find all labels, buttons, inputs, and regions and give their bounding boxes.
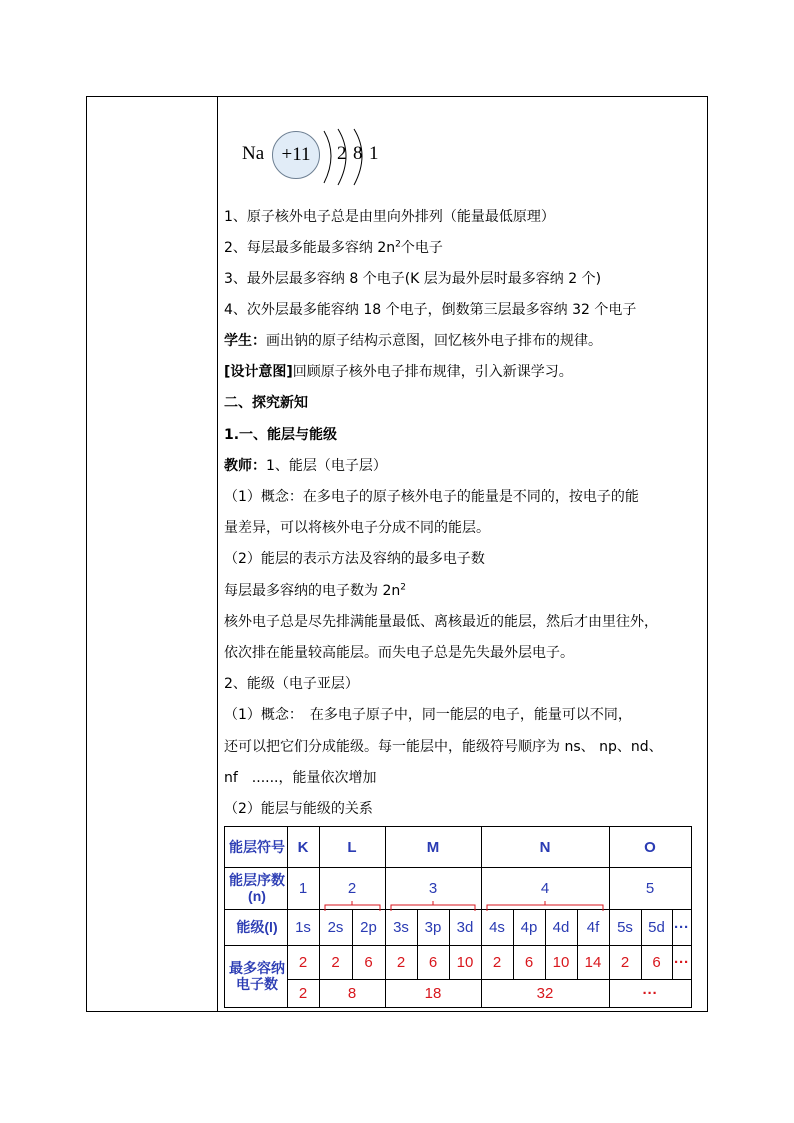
sublevel-cell: 3p [424, 918, 442, 936]
sublevel-cell: 3d [456, 918, 474, 936]
sodium-atom-diagram [242, 129, 402, 191]
shell-symbol-o: O [644, 838, 656, 856]
sublevel-cell: 4s [489, 918, 505, 936]
max-sublevel-cell: 6 [428, 953, 438, 971]
max-shell-cell: ··· [642, 984, 658, 1002]
shell-number: 3 [428, 879, 438, 897]
sublevel-cell: 2s [327, 918, 344, 936]
relation-line: （2）能层与能级的关系 [224, 801, 373, 817]
lesson-table [86, 96, 708, 1012]
section-heading: 二、探究新知 [224, 395, 308, 411]
shell-sublevel-table [224, 826, 692, 1008]
student-task: 学生：画出钠的原子结构示意图，回忆核外电子排布的规律。 [224, 333, 602, 349]
rule-2: 2、每层最多能最多容纳 $2n^2$个电子 [224, 239, 443, 256]
sublevel-cell: 4p [520, 918, 538, 936]
max-sublevel-cell: 6 [364, 953, 373, 971]
order-line1: 核外电子总是尽先排满能量最低、离核最近的能层，然后才由里往外， [224, 614, 658, 630]
level-title: 2、能级（电子亚层） [224, 676, 359, 692]
teacher-line: 教师：1、能层（电子层） [224, 458, 387, 474]
shell-symbol-l: L [347, 838, 357, 856]
shell-1-count: 2 [337, 143, 347, 164]
shell-3-count: 1 [369, 143, 379, 164]
shell-number: 5 [645, 879, 655, 897]
max-sublevel-cell: 6 [652, 953, 661, 971]
max-sublevel-cell: 10 [552, 953, 570, 971]
concept1-line1: （1）概念：在多电子的原子核外电子的能量是不同的，按电子的能 [224, 489, 639, 505]
concept1-line2: 量差异，可以将核外电子分成不同的能层。 [224, 520, 490, 536]
sublevel-cell: 4f [586, 918, 600, 936]
max-sublevel-cell: 2 [492, 953, 502, 971]
element-symbol: Na [242, 143, 265, 164]
sublevel-cell: 4d [552, 918, 570, 936]
max-sublevel-cell: ··· [674, 953, 689, 971]
sublevel-cell: 5d [648, 918, 665, 936]
sublevel-cell: 2p [360, 918, 377, 936]
concept2-line1: （1）概念： 在多电子原子中，同一能层的电子，能量可以不同， [224, 707, 632, 723]
nucleus-charge: +11 [272, 131, 320, 179]
sublevel-cell: ··· [674, 918, 689, 936]
sublevel-cell: 3s [393, 918, 409, 936]
max-sublevel-cell: 2 [298, 953, 308, 971]
sublevel-cell: 1s [295, 918, 311, 936]
header-shell-number: 能层序数(n) [229, 872, 285, 904]
max-shell-cell: 2 [298, 984, 308, 1002]
shell-2-count: 8 [353, 143, 363, 164]
sublevel-cell: 5s [617, 918, 633, 936]
header-max-electrons: 最多容纳电子数 [229, 960, 285, 992]
max-sublevel-cell: 6 [524, 953, 534, 971]
concept2-line2: 还可以把它们分成能级。每一能层中，能级符号顺序为 ns、 np、nd、 [224, 739, 663, 755]
rule-1: 1、原子核外电子总是由里向外排列（能量最低原理） [224, 209, 555, 225]
design-intent: [设计意图]回顾原子核外电子排布规律，引入新课学习。 [224, 364, 573, 380]
max-shell-cell: 32 [536, 984, 554, 1002]
max-sublevel-cell: 10 [456, 953, 474, 971]
max-shell-cell: 18 [424, 984, 442, 1002]
max-shell-cell: 8 [347, 984, 357, 1002]
shell-number: 1 [298, 879, 308, 897]
column-divider [217, 97, 218, 1011]
order-line2: 依次排在能量较高能层。而失电子总是先失最外层电子。 [224, 645, 574, 661]
shell-symbol-k: K [297, 838, 309, 856]
header-sublevel: 能级(l) [236, 919, 278, 935]
max-sublevel-cell: 2 [620, 953, 630, 971]
max-sublevel-cell: 2 [331, 953, 340, 971]
rule-4: 4、次外层最多能容纳 18 个电子，倒数第三层最多容纳 32 个电子 [224, 302, 637, 318]
header-shell-symbol: 能层符号 [229, 839, 285, 855]
shell-number: 4 [540, 879, 550, 897]
subsection-heading: 1.一、能层与能级 [224, 427, 338, 443]
max-electrons-line: 每层最多容纳的电子数为 $2n^2$ [224, 582, 406, 599]
max-sublevel-cell: 14 [584, 953, 602, 971]
method-line: （2）能层的表示方法及容纳的最多电子数 [224, 551, 485, 567]
max-sublevel-cell: 2 [396, 953, 406, 971]
rule-3: 3、最外层最多容纳 8 个电子(K 层为最外层时最多容纳 2 个) [224, 271, 602, 287]
concept2-line3: nf ......，能量依次增加 [224, 770, 377, 786]
shell-symbol-n: N [539, 838, 551, 856]
shell-symbol-m: M [426, 838, 440, 856]
shell-number: 2 [347, 879, 357, 897]
